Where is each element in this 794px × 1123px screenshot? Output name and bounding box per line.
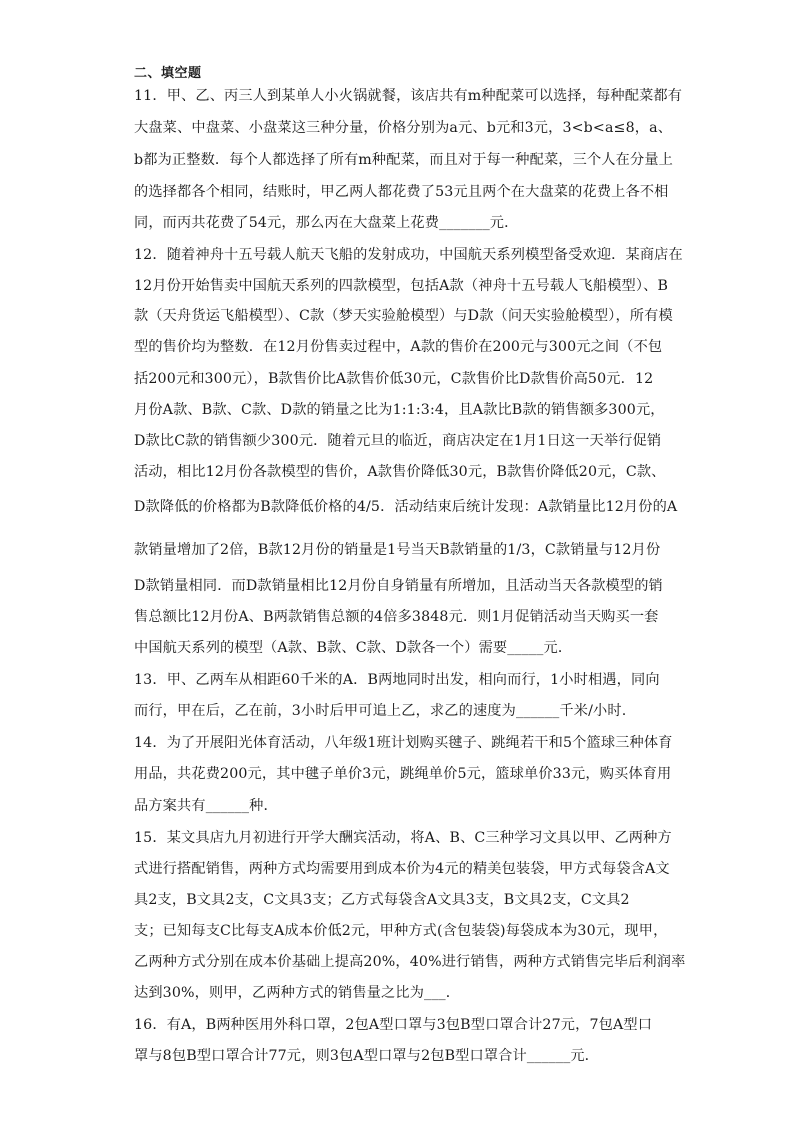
q12-line-9: D款降低的价格都为B款降低价格的4/5．活动结束后统计发现：A款销量比12月份的A [134, 499, 678, 515]
q16-line-2: 罩与8包B型口罩合计77元，则3包A型口罩与2包B型口罩合计______元． [134, 1048, 599, 1064]
q12-line-4: 型的售价均为整数．在12月份售卖过程中，A款的售价在200元与300元之间（不包 [134, 339, 663, 355]
q11-line-5: 同，而丙共花费了54元，那么丙在大盘菜上花费_______元． [134, 215, 519, 231]
q15-line-4: 支；已知每支C比每支A成本价低2元，甲种方式(含包装袋)每袋成本为30元，现甲， [134, 923, 668, 939]
q14-line-1: 14．为了开展阳光体育活动，八年级1班计划购买毽子、跳绳若干和5个篮球三种体育 [134, 735, 673, 751]
q12-line-12: 售总额比12月份A、B两款销售总额的4倍多3848元．则1月促销活动当天购买一套 [134, 609, 659, 625]
q12-line-7: D款比C款的销售额少300元．随着元旦的临近，商店决定在1月1日这一天举行促销 [134, 433, 662, 449]
q14-line-2: 用品，共花费200元，其中毽子单价3元，跳绳单价5元，篮球单价33元，购买体育用 [134, 766, 672, 782]
q11-line-1: 11．甲、乙、丙三人到某单人小火锅就餐，该店共有m种配菜可以选择，每种配菜都有 [134, 88, 683, 104]
section-title: 二、填空题 [134, 66, 202, 81]
q15-line-3: 具2支，B文具2支，C文具3支；乙方式每袋含A文具3支，B文具2支，C文具2 [134, 892, 630, 908]
q15-line-1: 15．某文具店九月初进行开学大酬宾活动，将A、B、C三种学习文具以甲、乙两种方 [134, 830, 672, 846]
q11-line-4: 的选择都各个相同，结账时，甲乙两人都花费了53元且两个在大盘菜的花费上各不相 [134, 184, 669, 200]
q13-line-1: 13．甲、乙两车从相距60千米的A．B两地同时出发，相向而行，1小时相遇，同向 [134, 672, 660, 688]
q12-line-6: 月份A款、B款、C款、D款的销量之比为1:1:3:4，且A款比B款的销售额多300元， [134, 402, 665, 418]
q12-line-3: 款（天舟货运飞船模型）、C款（梦天实验舱模型）与D款（问天实验舱模型），所有模 [134, 308, 673, 324]
q15-line-2: 式进行搭配销售，两种方式均需要用到成本价为4元的精美包装袋，甲方式每袋含A文 [134, 861, 670, 877]
q12-line-5: 括200元和300元），B款售价比A款售价低30元，C款售价比D款售价高50元．12 [134, 371, 654, 387]
q14-line-3: 品方案共有______种． [134, 798, 278, 814]
q12-line-8: 活动，相比12月份各款模型的售价，A款售价降低30元，B款售价降低20元，C款、 [134, 464, 666, 480]
q13-line-2: 而行，甲在后，乙在前，3小时后甲可追上乙，求乙的速度为______千米/小时. [134, 703, 627, 719]
q16-line-1: 16．有A，B两种医用外科口罩，2包A型口罩与3包B型口罩合计27元，7包A型口 [134, 1017, 653, 1033]
q15-line-5: 乙两种方式分别在成本价基础上提高20%，40%进行销售，两种方式销售完毕后利润率 [134, 954, 686, 970]
q12-line-13: 中国航天系列的模型（A款、B款、C款、D款各一个）需要_____元． [134, 640, 573, 656]
q15-line-6: 达到30%，则甲，乙两种方式的销售量之比为___． [134, 985, 461, 1001]
q11-line-2: 大盘菜、中盘菜、小盘菜这三种分量，价格分别为a元、b元和3元，3<b<a≤8，a、 [134, 120, 673, 136]
q11-line-3: b都为正整数．每个人都选择了所有m种配菜，而且对于每一种配菜，三个人在分量上 [134, 152, 673, 168]
q12-line-10: 款销量增加了2倍，B款12月份的销量是1号当天B款销量的1/3，C款销量与12月份 [134, 542, 661, 558]
q12-line-11: D款销量相同．而D款销量相比12月份自身销量有所增加，且活动当天各款模型的销 [134, 578, 663, 594]
q12-line-1: 12．随着神舟十五号载人航天飞船的发射成功，中国航天系列模型备受欢迎．某商店在 [134, 247, 683, 263]
q12-line-2: 12月份开始售卖中国航天系列的四款模型，包括A款（神舟十五号载人飞船模型）、B [134, 278, 669, 294]
